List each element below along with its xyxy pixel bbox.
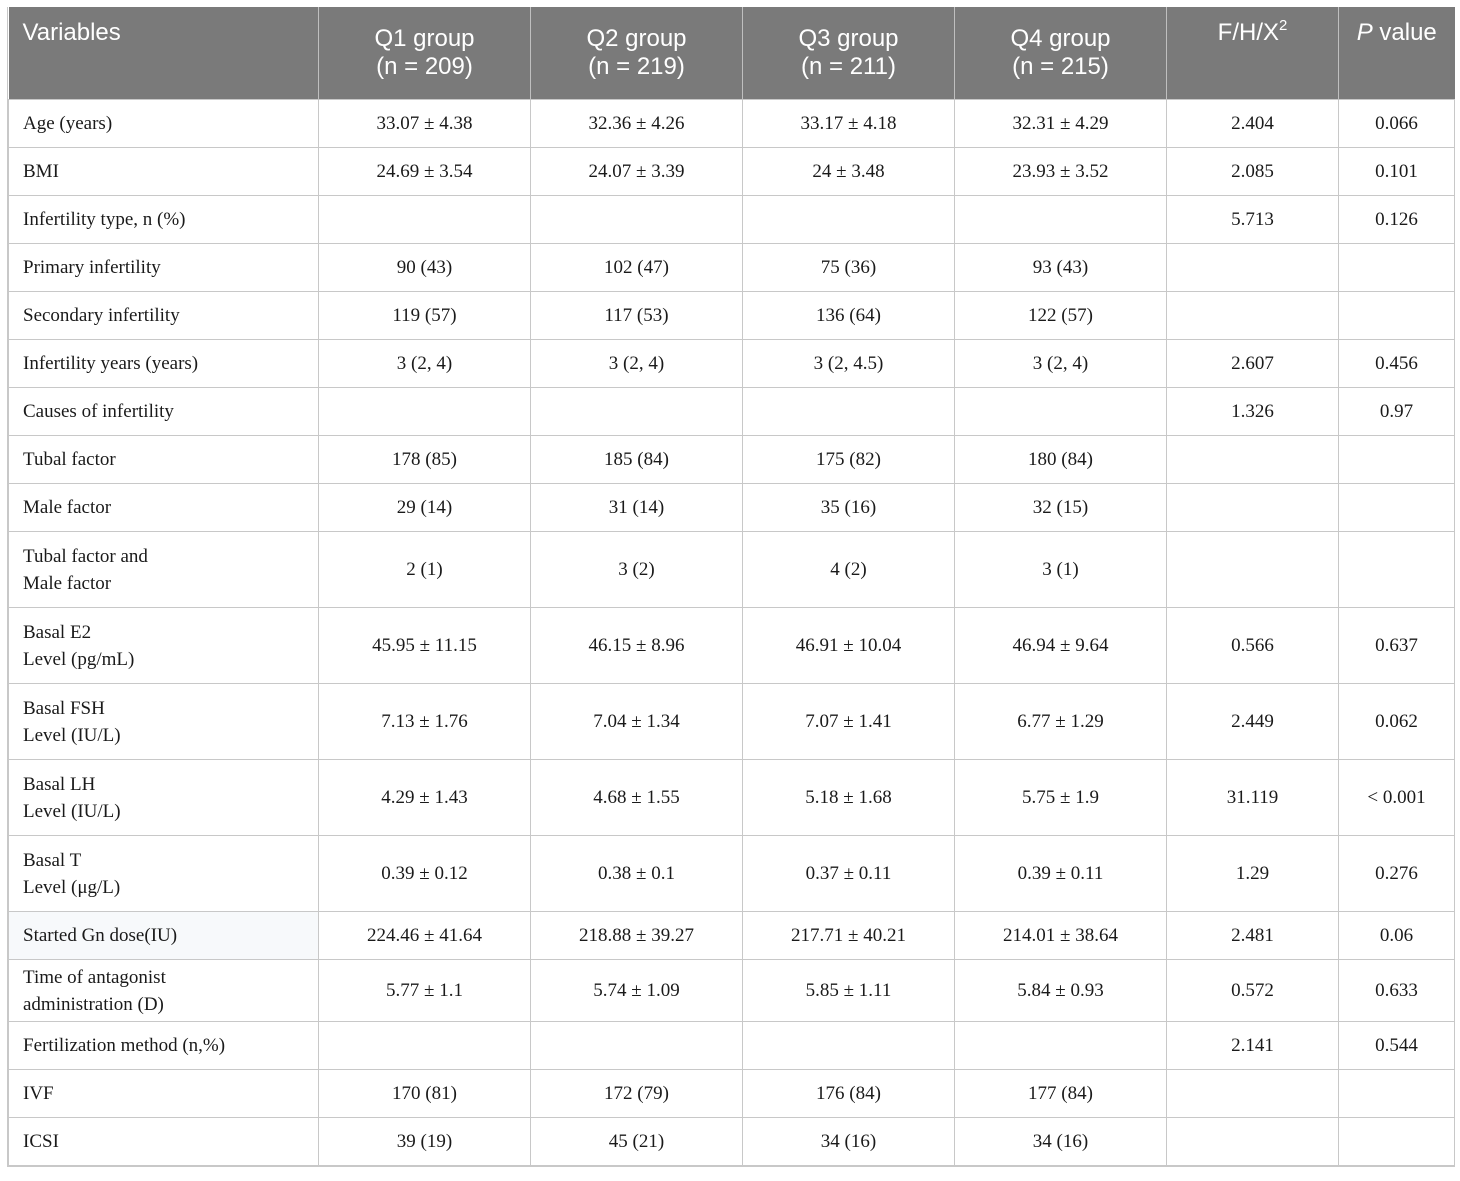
variable-label-line: Basal FSH bbox=[23, 697, 105, 719]
q2-cell: 0.38 ± 0.1 bbox=[531, 836, 743, 912]
p-value-cell bbox=[1339, 292, 1455, 340]
p-value-cell: 0.456 bbox=[1339, 340, 1455, 388]
test-statistic-cell: 0.572 bbox=[1167, 960, 1339, 1022]
p-value-cell bbox=[1339, 1070, 1455, 1118]
q1-cell: 90 (43) bbox=[319, 244, 531, 292]
q3-cell bbox=[743, 196, 955, 244]
p-value-cell: 0.101 bbox=[1339, 148, 1455, 196]
table-row bbox=[9, 1022, 1455, 1070]
table-row bbox=[9, 684, 1455, 760]
variable-label-cell bbox=[9, 436, 319, 484]
variable-label-line: Tubal factor and bbox=[23, 545, 148, 567]
header-q3-group bbox=[743, 7, 955, 100]
variable-label-line: Level (IU/L) bbox=[23, 800, 121, 822]
table-row bbox=[9, 340, 1455, 388]
variable-label-line: Level (IU/L) bbox=[23, 724, 121, 746]
q4-cell: 93 (43) bbox=[955, 244, 1167, 292]
table-row bbox=[9, 760, 1455, 836]
header-stat-base: F/H/X bbox=[1217, 19, 1279, 46]
test-statistic-cell: 2.141 bbox=[1167, 1022, 1339, 1070]
test-statistic-cell: 1.326 bbox=[1167, 388, 1339, 436]
header-q3-count: (n = 211) bbox=[801, 53, 896, 80]
table-row bbox=[9, 1118, 1455, 1166]
test-statistic-cell bbox=[1167, 1118, 1339, 1166]
q2-cell: 3 (2, 4) bbox=[531, 340, 743, 388]
header-q3-title: Q3 group bbox=[798, 25, 899, 52]
q3-cell: 3 (2, 4.5) bbox=[743, 340, 955, 388]
q3-cell: 5.85 ± 1.11 bbox=[743, 960, 955, 1022]
q2-cell: 45 (21) bbox=[531, 1118, 743, 1166]
q2-cell: 5.74 ± 1.09 bbox=[531, 960, 743, 1022]
q2-cell: 117 (53) bbox=[531, 292, 743, 340]
variable-label-line: Fertilization method (n,%) bbox=[23, 1035, 226, 1056]
header-variables: Variables bbox=[9, 7, 319, 100]
variable-label-line: Male factor bbox=[23, 497, 112, 518]
header-q4-count: (n = 215) bbox=[1012, 53, 1109, 80]
header-test-statistic bbox=[1167, 7, 1339, 100]
test-statistic-cell bbox=[1167, 244, 1339, 292]
q3-cell: 33.17 ± 4.18 bbox=[743, 100, 955, 148]
header-q1-count: (n = 209) bbox=[376, 53, 473, 80]
variable-label-cell bbox=[9, 292, 319, 340]
header-p-value bbox=[1339, 7, 1455, 100]
q1-cell: 3 (2, 4) bbox=[319, 340, 531, 388]
baseline-characteristics-table-container bbox=[7, 7, 1455, 1167]
table-row bbox=[9, 292, 1455, 340]
test-statistic-cell bbox=[1167, 484, 1339, 532]
q4-cell: 214.01 ± 38.64 bbox=[955, 912, 1167, 960]
q1-cell: 39 (19) bbox=[319, 1118, 531, 1166]
header-q1-group bbox=[319, 7, 531, 100]
q4-cell: 32.31 ± 4.29 bbox=[955, 100, 1167, 148]
test-statistic-cell bbox=[1167, 292, 1339, 340]
q2-cell bbox=[531, 1022, 743, 1070]
test-statistic-cell bbox=[1167, 1070, 1339, 1118]
q3-cell: 34 (16) bbox=[743, 1118, 955, 1166]
test-statistic-cell: 2.481 bbox=[1167, 912, 1339, 960]
q4-cell: 177 (84) bbox=[955, 1070, 1167, 1118]
q4-cell bbox=[955, 196, 1167, 244]
header-p-italic: P bbox=[1356, 19, 1373, 46]
variable-label-line: Infertility type, n (%) bbox=[23, 209, 186, 230]
variable-label-cell bbox=[9, 960, 319, 1022]
q3-cell: 176 (84) bbox=[743, 1070, 955, 1118]
table-row bbox=[9, 608, 1455, 684]
test-statistic-cell: 2.607 bbox=[1167, 340, 1339, 388]
q4-cell: 180 (84) bbox=[955, 436, 1167, 484]
variable-label-line: Causes of infertility bbox=[23, 401, 174, 422]
q4-cell bbox=[955, 388, 1167, 436]
q2-cell bbox=[531, 388, 743, 436]
table-row bbox=[9, 100, 1455, 148]
q3-cell bbox=[743, 1022, 955, 1070]
q3-cell: 5.18 ± 1.68 bbox=[743, 760, 955, 836]
q3-cell: 0.37 ± 0.11 bbox=[743, 836, 955, 912]
test-statistic-cell: 5.713 bbox=[1167, 196, 1339, 244]
p-value-cell: 0.062 bbox=[1339, 684, 1455, 760]
variable-label-cell bbox=[9, 340, 319, 388]
q3-cell: 7.07 ± 1.41 bbox=[743, 684, 955, 760]
p-value-cell: 0.126 bbox=[1339, 196, 1455, 244]
variable-label-line: BMI bbox=[23, 161, 59, 182]
q4-cell: 34 (16) bbox=[955, 1118, 1167, 1166]
q2-cell: 218.88 ± 39.27 bbox=[531, 912, 743, 960]
baseline-characteristics-table bbox=[8, 7, 1455, 1166]
q2-cell bbox=[531, 196, 743, 244]
table-row bbox=[9, 436, 1455, 484]
q4-cell: 5.75 ± 1.9 bbox=[955, 760, 1167, 836]
variable-label-cell bbox=[9, 244, 319, 292]
variable-label-line: Time of antagonist bbox=[23, 966, 166, 988]
q4-cell: 3 (2, 4) bbox=[955, 340, 1167, 388]
q2-cell: 4.68 ± 1.55 bbox=[531, 760, 743, 836]
p-value-cell bbox=[1339, 1118, 1455, 1166]
q1-cell: 0.39 ± 0.12 bbox=[319, 836, 531, 912]
q2-cell: 31 (14) bbox=[531, 484, 743, 532]
q2-cell: 185 (84) bbox=[531, 436, 743, 484]
q4-cell: 0.39 ± 0.11 bbox=[955, 836, 1167, 912]
variable-label-line: Infertility years (years) bbox=[23, 353, 199, 374]
test-statistic-cell: 0.566 bbox=[1167, 608, 1339, 684]
table-row bbox=[9, 532, 1455, 608]
variable-label-line: Male factor bbox=[23, 572, 112, 594]
q2-cell: 172 (79) bbox=[531, 1070, 743, 1118]
q3-cell: 75 (36) bbox=[743, 244, 955, 292]
variable-label-cell bbox=[9, 608, 319, 684]
table-row bbox=[9, 244, 1455, 292]
variable-label-line: Primary infertility bbox=[23, 257, 161, 278]
variable-label-cell bbox=[9, 532, 319, 608]
header-q1-title: Q1 group bbox=[374, 25, 475, 52]
q4-cell: 46.94 ± 9.64 bbox=[955, 608, 1167, 684]
test-statistic-cell: 31.119 bbox=[1167, 760, 1339, 836]
variable-label-line: Level (μg/L) bbox=[23, 876, 121, 898]
variable-label-cell bbox=[9, 1118, 319, 1166]
header-p-rest: value bbox=[1372, 19, 1437, 46]
variable-label-line: Basal T bbox=[23, 849, 82, 871]
header-row bbox=[9, 7, 1455, 100]
q3-cell: 217.71 ± 40.21 bbox=[743, 912, 955, 960]
q1-cell bbox=[319, 388, 531, 436]
q1-cell: 224.46 ± 41.64 bbox=[319, 912, 531, 960]
q4-cell: 5.84 ± 0.93 bbox=[955, 960, 1167, 1022]
p-value-cell: 0.637 bbox=[1339, 608, 1455, 684]
variable-label-cell bbox=[9, 388, 319, 436]
q4-cell: 122 (57) bbox=[955, 292, 1167, 340]
p-value-cell bbox=[1339, 244, 1455, 292]
p-value-cell bbox=[1339, 484, 1455, 532]
q1-cell: 2 (1) bbox=[319, 532, 531, 608]
q3-cell: 136 (64) bbox=[743, 292, 955, 340]
q1-cell bbox=[319, 1022, 531, 1070]
variable-label-cell bbox=[9, 836, 319, 912]
table-row bbox=[9, 912, 1455, 960]
q1-cell: 7.13 ± 1.76 bbox=[319, 684, 531, 760]
table-row bbox=[9, 960, 1455, 1022]
p-value-cell bbox=[1339, 532, 1455, 608]
p-value-cell bbox=[1339, 436, 1455, 484]
q3-cell: 35 (16) bbox=[743, 484, 955, 532]
q1-cell: 119 (57) bbox=[319, 292, 531, 340]
variable-label-cell bbox=[9, 1022, 319, 1070]
table-row bbox=[9, 484, 1455, 532]
q2-cell: 46.15 ± 8.96 bbox=[531, 608, 743, 684]
q4-cell: 32 (15) bbox=[955, 484, 1167, 532]
p-value-cell: 0.633 bbox=[1339, 960, 1455, 1022]
p-value-cell: 0.276 bbox=[1339, 836, 1455, 912]
variable-label-line: Age (years) bbox=[23, 113, 113, 134]
variable-label-cell bbox=[9, 1070, 319, 1118]
variable-label-line: Level (pg/mL) bbox=[23, 648, 135, 670]
header-q2-count: (n = 219) bbox=[588, 53, 685, 80]
q4-cell: 6.77 ± 1.29 bbox=[955, 684, 1167, 760]
q2-cell: 24.07 ± 3.39 bbox=[531, 148, 743, 196]
test-statistic-cell: 2.449 bbox=[1167, 684, 1339, 760]
q2-cell: 102 (47) bbox=[531, 244, 743, 292]
table-row bbox=[9, 148, 1455, 196]
test-statistic-cell: 2.404 bbox=[1167, 100, 1339, 148]
test-statistic-cell bbox=[1167, 532, 1339, 608]
variable-label-line: Basal E2 bbox=[23, 621, 92, 643]
table-row bbox=[9, 836, 1455, 912]
header-q2-title: Q2 group bbox=[586, 25, 687, 52]
variable-label-line: Secondary infertility bbox=[23, 305, 180, 326]
test-statistic-cell bbox=[1167, 436, 1339, 484]
variable-label-cell bbox=[9, 760, 319, 836]
p-value-cell: < 0.001 bbox=[1339, 760, 1455, 836]
q2-cell: 3 (2) bbox=[531, 532, 743, 608]
p-value-cell: 0.544 bbox=[1339, 1022, 1455, 1070]
header-q2-group bbox=[531, 7, 743, 100]
q3-cell: 4 (2) bbox=[743, 532, 955, 608]
variable-label-line: Started Gn dose(IU) bbox=[23, 925, 178, 946]
test-statistic-cell: 1.29 bbox=[1167, 836, 1339, 912]
table-body bbox=[9, 100, 1455, 1166]
q1-cell: 170 (81) bbox=[319, 1070, 531, 1118]
q4-cell bbox=[955, 1022, 1167, 1070]
header-q4-group bbox=[955, 7, 1167, 100]
q4-cell: 23.93 ± 3.52 bbox=[955, 148, 1167, 196]
p-value-cell: 0.97 bbox=[1339, 388, 1455, 436]
q2-cell: 32.36 ± 4.26 bbox=[531, 100, 743, 148]
q1-cell: 178 (85) bbox=[319, 436, 531, 484]
table-row bbox=[9, 388, 1455, 436]
q1-cell: 24.69 ± 3.54 bbox=[319, 148, 531, 196]
variable-label-cell bbox=[9, 100, 319, 148]
table-row bbox=[9, 1070, 1455, 1118]
q1-cell: 45.95 ± 11.15 bbox=[319, 608, 531, 684]
q3-cell: 24 ± 3.48 bbox=[743, 148, 955, 196]
variable-label-line: Tubal factor bbox=[23, 449, 116, 470]
variable-label-cell bbox=[9, 912, 319, 960]
variable-label-cell bbox=[9, 196, 319, 244]
q3-cell bbox=[743, 388, 955, 436]
q1-cell: 4.29 ± 1.43 bbox=[319, 760, 531, 836]
q1-cell: 29 (14) bbox=[319, 484, 531, 532]
variable-label-cell bbox=[9, 148, 319, 196]
variable-label-line: ICSI bbox=[23, 1131, 59, 1152]
variable-label-cell bbox=[9, 684, 319, 760]
variable-label-line: IVF bbox=[23, 1083, 54, 1104]
header-stat-superscript: 2 bbox=[1279, 17, 1288, 34]
p-value-cell: 0.066 bbox=[1339, 100, 1455, 148]
table-row bbox=[9, 196, 1455, 244]
test-statistic-cell: 2.085 bbox=[1167, 148, 1339, 196]
q2-cell: 7.04 ± 1.34 bbox=[531, 684, 743, 760]
q3-cell: 175 (82) bbox=[743, 436, 955, 484]
q3-cell: 46.91 ± 10.04 bbox=[743, 608, 955, 684]
q4-cell: 3 (1) bbox=[955, 532, 1167, 608]
variable-label-line: Basal LH bbox=[23, 773, 96, 795]
p-value-cell: 0.06 bbox=[1339, 912, 1455, 960]
header-q4-title: Q4 group bbox=[1010, 25, 1111, 52]
q1-cell bbox=[319, 196, 531, 244]
variable-label-cell bbox=[9, 484, 319, 532]
q1-cell: 5.77 ± 1.1 bbox=[319, 960, 531, 1022]
q1-cell: 33.07 ± 4.38 bbox=[319, 100, 531, 148]
variable-label-line: administration (D) bbox=[23, 993, 164, 1015]
